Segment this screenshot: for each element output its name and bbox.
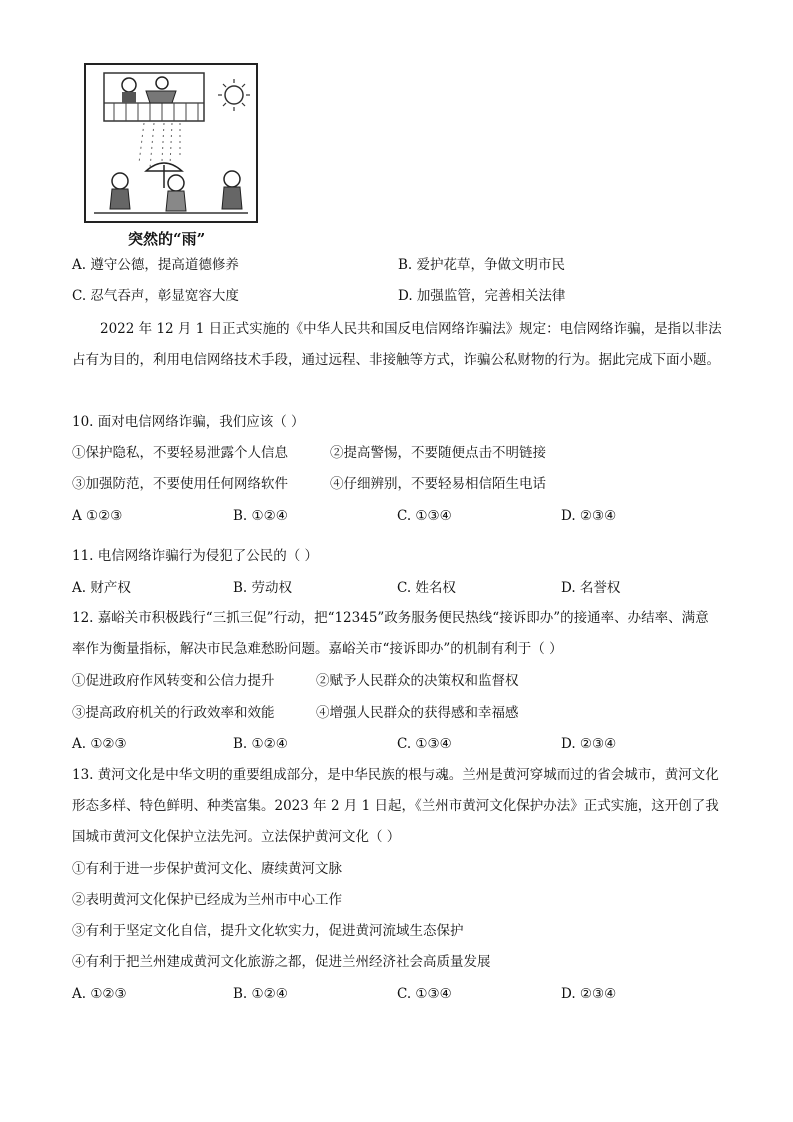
q11-option-a: A. 财产权 (72, 580, 131, 596)
q10-option-a: A ①②③ (72, 508, 123, 524)
q9-option-a: A. 遵守公德，提高道德修养 (72, 257, 239, 273)
q10-statement-1: ①保护隐私，不要轻易泄露个人信息 (72, 445, 288, 461)
q12-option-a: A. ①②③ (72, 736, 127, 752)
q10-option-c: C. ①③④ (397, 508, 452, 524)
q13-option-d: D. ②③④ (561, 986, 617, 1002)
q13-statement-1: ①有利于进一步保护黄河文化、赓续黄河文脉 (72, 861, 342, 877)
q12-statement-2: ②赋予人民群众的决策权和监督权 (316, 673, 519, 689)
q9-option-b: B. 爱护花草，争做文明市民 (398, 257, 566, 273)
q10-stem: 10. 面对电信网络诈骗，我们应该（ ） (72, 414, 305, 430)
q10-statement-3: ③加强防范，不要使用任何网络软件 (72, 476, 288, 492)
q12-statement-3: ③提高政府机关的行政效率和效能 (72, 705, 275, 721)
passage-text: 2022 年 12 月 1 日正式实施的《中华人民共和国反电信网络诈骗法》规定：电信网络诈骗，是指以非法占有为目的，利用电信网络技术手段，通过远程、非接触等方式，诈骗公私财物的行为。据此完成下面小题。 (72, 321, 722, 368)
q9-option-c: C. 忍气吞声，彰显宽容大度 (72, 288, 239, 304)
q13-option-c: C. ①③④ (397, 986, 452, 1002)
q11-option-c: C. 姓名权 (397, 580, 456, 596)
q12-statement-1: ①促进政府作风转变和公信力提升 (72, 673, 275, 689)
q13-option-a: A. ①②③ (72, 986, 127, 1002)
q12-option-c: C. ①③④ (397, 736, 452, 752)
q10-option-b: B. ①②④ (233, 508, 288, 524)
q10-statement-4: ④仔细辨别，不要轻易相信陌生电话 (330, 476, 546, 492)
q12-option-d: D. ②③④ (561, 736, 617, 752)
q12-option-b: B. ①②④ (233, 736, 288, 752)
q12-stem: 12. 嘉峪关市积极践行“三抓三促”行动，把“12345”政务服务便民热线“接诉即办”的接通率、办结率、满意率作为衡量指标，解决市民急难愁盼问题。嘉峪关市“接诉即办”的机制有利于（ ） (72, 610, 709, 657)
cartoon-illustration (84, 63, 258, 223)
q9-option-d: D. 加强监管，完善相关法律 (398, 288, 566, 304)
q13-statement-4: ④有利于把兰州建成黄河文化旅游之都，促进兰州经济社会高质量发展 (72, 954, 491, 970)
q10-statement-2: ②提高警惕，不要随便点击不明链接 (330, 445, 546, 461)
figure-caption: 突然的“雨” (128, 230, 206, 248)
q11-option-d: D. 名誉权 (561, 580, 621, 596)
q12-statement-4: ④增强人民群众的获得感和幸福感 (316, 705, 519, 721)
q11-option-b: B. 劳动权 (233, 580, 293, 596)
q11-stem: 11. 电信网络诈骗行为侵犯了公民的（ ） (72, 548, 319, 564)
q13-stem: 13. 黄河文化是中华文明的重要组成部分，是中华民族的根与魂。兰州是黄河穿城而过的省会城市，黄河文化形态多样、特色鲜明、种类富集。2023 年 2 月 1 日起，《兰州市黄河文化保护办法》正式实施，这开创了我国城市黄河文化保护立法先河。立法保护黄河文化（ ） (72, 767, 719, 845)
q13-statement-2: ②表明黄河文化保护已经成为兰州市中心工作 (72, 892, 342, 908)
q13-statement-3: ③有利于坚定文化自信，提升文化软实力，促进黄河流域生态保护 (72, 923, 464, 939)
q13-option-b: B. ①②④ (233, 986, 288, 1002)
q10-option-d: D. ②③④ (561, 508, 617, 524)
